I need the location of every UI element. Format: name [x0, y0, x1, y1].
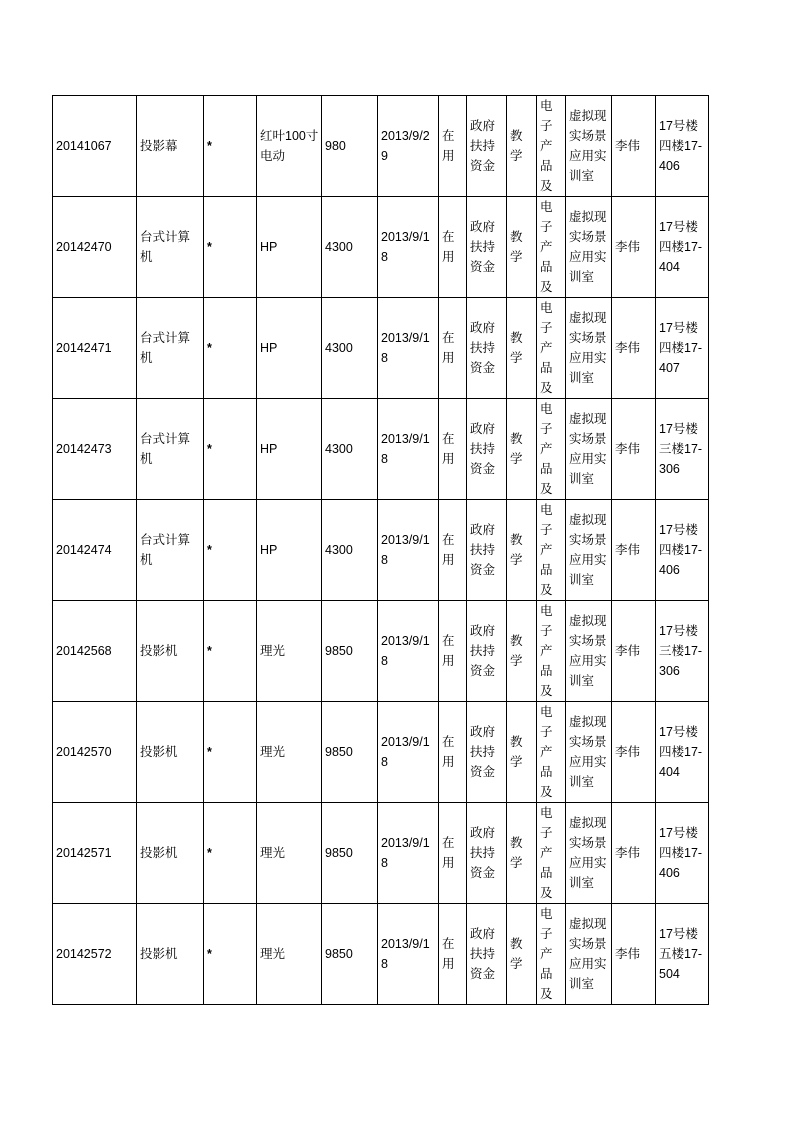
location-cell: 17号楼四楼17-406	[656, 500, 709, 601]
location-cell: 17号楼三楼17-306	[656, 399, 709, 500]
mark-cell: *	[204, 298, 257, 399]
table-row	[53, 601, 709, 702]
room-cell: 虚拟现实场景应用实训室	[566, 601, 612, 702]
price-cell: 980	[322, 96, 378, 197]
room-cell: 虚拟现实场景应用实训室	[566, 298, 612, 399]
asset-name-cell: 台式计算机	[137, 298, 204, 399]
location-cell: 17号楼四楼17-406	[656, 96, 709, 197]
status-cell: 在用	[439, 904, 467, 1005]
purpose-cell: 教学	[507, 904, 537, 1005]
asset-id-cell: 20142471	[53, 298, 137, 399]
purpose-cell: 教学	[507, 197, 537, 298]
model-cell: 理光	[257, 601, 322, 702]
status-cell: 在用	[439, 298, 467, 399]
date-cell: 2013/9/18	[378, 399, 439, 500]
asset-name-cell: 投影幕	[137, 96, 204, 197]
purpose-cell: 教学	[507, 298, 537, 399]
price-cell: 9850	[322, 904, 378, 1005]
date-cell: 2013/9/18	[378, 197, 439, 298]
funding-cell: 政府扶持资金	[467, 298, 507, 399]
keeper-cell: 李伟	[612, 197, 656, 298]
model-cell: 理光	[257, 904, 322, 1005]
purpose-cell: 教学	[507, 96, 537, 197]
room-cell: 虚拟现实场景应用实训室	[566, 702, 612, 803]
price-cell: 4300	[322, 197, 378, 298]
funding-cell: 政府扶持资金	[467, 96, 507, 197]
price-cell: 9850	[322, 803, 378, 904]
asset-table	[52, 95, 709, 1005]
mark-cell: *	[204, 702, 257, 803]
purpose-cell: 教学	[507, 702, 537, 803]
asset-name-cell: 台式计算机	[137, 197, 204, 298]
location-cell: 17号楼四楼17-404	[656, 702, 709, 803]
status-cell: 在用	[439, 500, 467, 601]
purpose-cell: 教学	[507, 500, 537, 601]
room-cell: 虚拟现实场景应用实训室	[566, 803, 612, 904]
department-cell: 电子产品及	[537, 500, 566, 601]
location-cell: 17号楼三楼17-306	[656, 601, 709, 702]
price-cell: 9850	[322, 601, 378, 702]
keeper-cell: 李伟	[612, 500, 656, 601]
department-cell: 电子产品及	[537, 702, 566, 803]
asset-id-cell: 20142473	[53, 399, 137, 500]
purpose-cell: 教学	[507, 601, 537, 702]
room-cell: 虚拟现实场景应用实训室	[566, 96, 612, 197]
mark-cell: *	[204, 500, 257, 601]
mark-cell: *	[204, 803, 257, 904]
table-row	[53, 197, 709, 298]
table-row	[53, 500, 709, 601]
asset-table-body	[53, 96, 709, 1005]
model-cell: HP	[257, 399, 322, 500]
room-cell: 虚拟现实场景应用实训室	[566, 197, 612, 298]
department-cell: 电子产品及	[537, 803, 566, 904]
status-cell: 在用	[439, 601, 467, 702]
mark-cell: *	[204, 399, 257, 500]
funding-cell: 政府扶持资金	[467, 500, 507, 601]
model-cell: HP	[257, 298, 322, 399]
table-row	[53, 904, 709, 1005]
table-row	[53, 702, 709, 803]
date-cell: 2013/9/18	[378, 904, 439, 1005]
mark-cell: *	[204, 197, 257, 298]
table-row	[53, 298, 709, 399]
model-cell: HP	[257, 500, 322, 601]
asset-id-cell: 20142568	[53, 601, 137, 702]
table-row	[53, 96, 709, 197]
keeper-cell: 李伟	[612, 702, 656, 803]
location-cell: 17号楼四楼17-404	[656, 197, 709, 298]
purpose-cell: 教学	[507, 399, 537, 500]
department-cell: 电子产品及	[537, 904, 566, 1005]
status-cell: 在用	[439, 399, 467, 500]
asset-name-cell: 投影机	[137, 803, 204, 904]
keeper-cell: 李伟	[612, 399, 656, 500]
room-cell: 虚拟现实场景应用实训室	[566, 500, 612, 601]
keeper-cell: 李伟	[612, 904, 656, 1005]
price-cell: 4300	[322, 500, 378, 601]
asset-name-cell: 台式计算机	[137, 500, 204, 601]
status-cell: 在用	[439, 702, 467, 803]
room-cell: 虚拟现实场景应用实训室	[566, 399, 612, 500]
model-cell: HP	[257, 197, 322, 298]
mark-cell: *	[204, 601, 257, 702]
funding-cell: 政府扶持资金	[467, 197, 507, 298]
location-cell: 17号楼五楼17-504	[656, 904, 709, 1005]
model-cell: 红叶100寸电动	[257, 96, 322, 197]
asset-id-cell: 20142572	[53, 904, 137, 1005]
funding-cell: 政府扶持资金	[467, 601, 507, 702]
status-cell: 在用	[439, 803, 467, 904]
date-cell: 2013/9/29	[378, 96, 439, 197]
date-cell: 2013/9/18	[378, 500, 439, 601]
funding-cell: 政府扶持资金	[467, 399, 507, 500]
keeper-cell: 李伟	[612, 96, 656, 197]
funding-cell: 政府扶持资金	[467, 803, 507, 904]
mark-cell: *	[204, 904, 257, 1005]
keeper-cell: 李伟	[612, 298, 656, 399]
date-cell: 2013/9/18	[378, 803, 439, 904]
date-cell: 2013/9/18	[378, 601, 439, 702]
price-cell: 4300	[322, 298, 378, 399]
department-cell: 电子产品及	[537, 601, 566, 702]
location-cell: 17号楼四楼17-407	[656, 298, 709, 399]
location-cell: 17号楼四楼17-406	[656, 803, 709, 904]
purpose-cell: 教学	[507, 803, 537, 904]
model-cell: 理光	[257, 803, 322, 904]
funding-cell: 政府扶持资金	[467, 702, 507, 803]
asset-id-cell: 20142470	[53, 197, 137, 298]
asset-id-cell: 20141067	[53, 96, 137, 197]
asset-name-cell: 投影机	[137, 904, 204, 1005]
status-cell: 在用	[439, 197, 467, 298]
asset-id-cell: 20142570	[53, 702, 137, 803]
date-cell: 2013/9/18	[378, 702, 439, 803]
department-cell: 电子产品及	[537, 197, 566, 298]
keeper-cell: 李伟	[612, 803, 656, 904]
funding-cell: 政府扶持资金	[467, 904, 507, 1005]
model-cell: 理光	[257, 702, 322, 803]
table-row	[53, 399, 709, 500]
status-cell: 在用	[439, 96, 467, 197]
asset-id-cell: 20142571	[53, 803, 137, 904]
department-cell: 电子产品及	[537, 399, 566, 500]
date-cell: 2013/9/18	[378, 298, 439, 399]
asset-name-cell: 投影机	[137, 702, 204, 803]
table-row	[53, 803, 709, 904]
asset-id-cell: 20142474	[53, 500, 137, 601]
keeper-cell: 李伟	[612, 601, 656, 702]
room-cell: 虚拟现实场景应用实训室	[566, 904, 612, 1005]
department-cell: 电子产品及	[537, 298, 566, 399]
asset-name-cell: 投影机	[137, 601, 204, 702]
price-cell: 4300	[322, 399, 378, 500]
mark-cell: *	[204, 96, 257, 197]
asset-name-cell: 台式计算机	[137, 399, 204, 500]
department-cell: 电子产品及	[537, 96, 566, 197]
price-cell: 9850	[322, 702, 378, 803]
